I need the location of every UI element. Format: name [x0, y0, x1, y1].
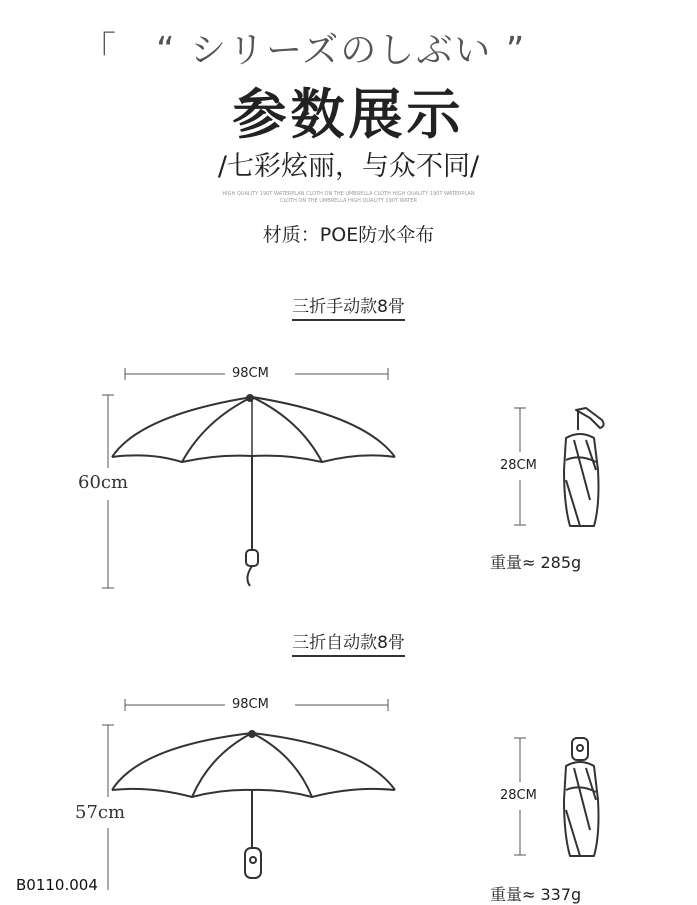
height-label-manual: 60cm [78, 472, 129, 493]
page-title: 参数展示 [232, 83, 465, 146]
width-label-manual: 98CM [226, 366, 275, 381]
section-title-manual-text: 三折手动款8骨 [292, 292, 405, 321]
section-title-manual [0, 292, 697, 321]
material-label: 材质：POE防水伞布 [262, 224, 435, 246]
fine-print-line-2: CLOTH ON THE UMBRELLA HIGH QUALITY 190T WATER [279, 198, 417, 204]
weight-label-manual: 重量≈ 285g [490, 553, 582, 572]
open-umbrella-manual [112, 395, 395, 586]
weight-label-automatic: 重量≈ 337g [490, 885, 582, 904]
product-code: B0110.004 [16, 876, 98, 894]
series-heading: 「 “ シリーズのしぶい ” [80, 30, 527, 71]
section-title-automatic [0, 628, 697, 657]
open-umbrella-automatic [112, 731, 395, 878]
folded-length-label-automatic: 28CM [494, 788, 543, 803]
slogan: /七彩炫丽，与众不同/ [217, 151, 480, 182]
folded-umbrella-manual [564, 408, 604, 526]
fine-print-line-1: HIGH QUALITY 190T WATERPLAN CLOTH ON THE UMBRELLA CLOTH HIGH QUALITY 190T WATERPLAN [222, 191, 475, 197]
height-label-automatic: 57cm [75, 802, 126, 823]
folded-umbrella-automatic [564, 738, 599, 856]
folded-length-label-manual: 28CM [494, 458, 543, 473]
width-label-automatic: 98CM [226, 697, 275, 712]
section-title-automatic-text: 三折自动款8骨 [292, 628, 405, 657]
